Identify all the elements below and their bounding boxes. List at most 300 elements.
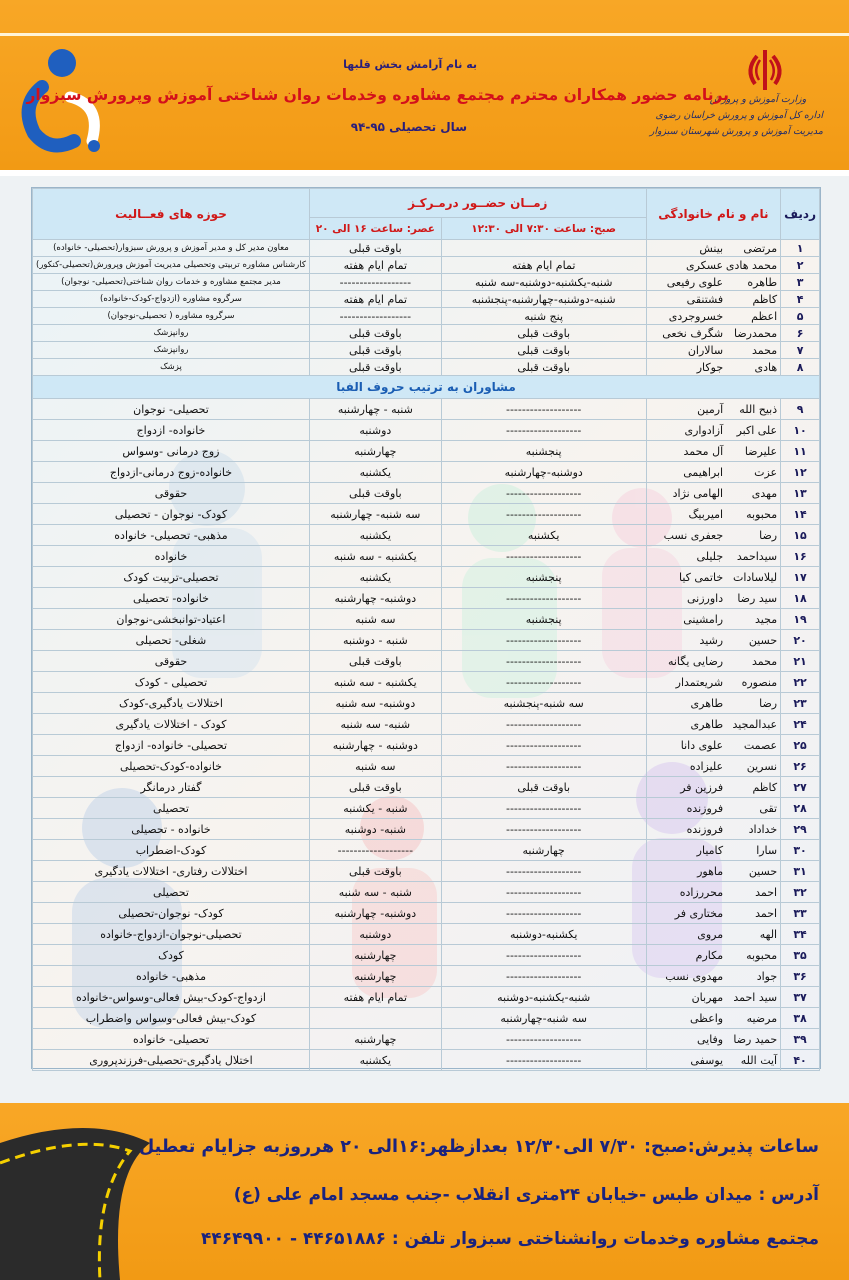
first-name: سید رضا xyxy=(737,591,778,605)
table-row xyxy=(33,567,820,588)
row-morning: ------------------- xyxy=(441,735,646,756)
row-morning: ------------------- xyxy=(441,945,646,966)
counselor-rows xyxy=(33,399,820,1071)
schedule-table xyxy=(32,188,820,1071)
last-name: ماهور xyxy=(697,864,724,878)
table-row xyxy=(33,840,820,861)
row-evening: یکشنبه xyxy=(309,525,441,546)
table-row xyxy=(33,525,820,546)
row-evening: تمام ایام هفته xyxy=(309,257,441,274)
row-name xyxy=(646,257,781,274)
last-name: الهامی نژاد xyxy=(672,486,724,500)
row-index: ۲۳ xyxy=(781,693,820,714)
table-row xyxy=(33,399,820,420)
first-name: محمد هادی xyxy=(725,258,778,272)
last-name: علوی رفیعی xyxy=(666,275,724,289)
row-morning: ------------------- xyxy=(441,756,646,777)
first-name: محمد xyxy=(751,654,778,668)
row-name xyxy=(646,882,781,903)
row-index: ۳ xyxy=(781,274,820,291)
first-name: آیت الله xyxy=(740,1053,778,1067)
last-name: فروزنده xyxy=(686,822,724,836)
row-field: روانپزشک xyxy=(33,325,310,342)
academic-year: سال تحصیلی ۹۵-۹۴ xyxy=(350,120,467,134)
row-evening: سه شنبه xyxy=(309,609,441,630)
first-name: سارا xyxy=(756,843,778,857)
first-name: محبوبه xyxy=(746,507,778,521)
first-name: سیداحمد xyxy=(736,549,778,563)
row-name xyxy=(646,630,781,651)
last-name: امیربیگ xyxy=(688,507,724,521)
row-field: تحصیلی xyxy=(33,798,310,819)
row-evening xyxy=(309,1008,441,1029)
first-name: طاهره xyxy=(747,275,778,289)
table-row xyxy=(33,651,820,672)
row-name xyxy=(646,462,781,483)
table-row xyxy=(33,777,820,798)
row-evening: باوقت قبلی xyxy=(309,651,441,672)
row-index: ۳۵ xyxy=(781,945,820,966)
last-name: رامشینی xyxy=(683,612,724,626)
row-morning: ------------------- xyxy=(441,882,646,903)
table-row xyxy=(33,504,820,525)
row-field: کودک-اضطراب xyxy=(33,840,310,861)
row-evening: باوقت قبلی xyxy=(309,483,441,504)
table-row xyxy=(33,420,820,441)
row-evening: شنبه - چهارشنبه xyxy=(309,399,441,420)
first-name: محمدرضا xyxy=(733,326,778,340)
row-field: خانواده- ازدواج xyxy=(33,420,310,441)
first-name: عزت xyxy=(754,465,778,479)
row-index: ۳۳ xyxy=(781,903,820,924)
row-morning: شنبه-یکشنبه-دوشنبه xyxy=(441,987,646,1008)
row-morning: ------------------- xyxy=(441,630,646,651)
row-morning: سه شنبه-چهارشنبه xyxy=(441,1008,646,1029)
row-name xyxy=(646,798,781,819)
row-evening: دوشنبه- چهارشنبه xyxy=(309,903,441,924)
first-name: عبدالمجید xyxy=(732,717,778,731)
section-title: مشاوران به ترتیب حروف الفبا xyxy=(33,376,820,399)
last-name: فروزنده xyxy=(686,801,724,815)
table-row xyxy=(33,756,820,777)
row-field: پزشک xyxy=(33,359,310,376)
row-morning: پنجشنبه xyxy=(441,567,646,588)
last-name: کامیار xyxy=(696,843,724,857)
table-row xyxy=(33,861,820,882)
last-name: ابراهیمی xyxy=(683,465,724,479)
first-name: علی اکبر xyxy=(736,423,778,437)
row-index: ۱۸ xyxy=(781,588,820,609)
row-index: ۱۷ xyxy=(781,567,820,588)
last-name: شگرف نخعی xyxy=(662,326,724,340)
row-morning: ------------------- xyxy=(441,672,646,693)
last-name: مهدوی نسب xyxy=(665,969,724,983)
last-name: بینش xyxy=(699,241,724,255)
row-morning: ------------------- xyxy=(441,1029,646,1050)
last-name: خسروجردی xyxy=(668,309,724,323)
first-name: احمد xyxy=(755,885,778,899)
row-index: ۳۴ xyxy=(781,924,820,945)
row-index: ۱۴ xyxy=(781,504,820,525)
row-index: ۲۵ xyxy=(781,735,820,756)
row-morning: ------------------- xyxy=(441,714,646,735)
row-field: کودک xyxy=(33,945,310,966)
row-evening: باوقت قبلی xyxy=(309,240,441,257)
last-name: واعظی xyxy=(690,1011,724,1025)
row-index: ۳۶ xyxy=(781,966,820,987)
row-index: ۲۴ xyxy=(781,714,820,735)
last-name: مهربان xyxy=(691,990,724,1004)
first-name: کاظم xyxy=(752,292,778,306)
table-row xyxy=(33,609,820,630)
row-evening: باوقت قبلی xyxy=(309,777,441,798)
row-morning: ------------------- xyxy=(441,966,646,987)
first-name: احمد xyxy=(755,906,778,920)
row-evening: یکشنبه xyxy=(309,1050,441,1071)
row-field: تحصیلی- خانواده- ازدواج xyxy=(33,735,310,756)
row-field: کودک- نوجوان-تحصیلی xyxy=(33,903,310,924)
row-evening: شنبه - یکشنبه xyxy=(309,798,441,819)
row-name xyxy=(646,441,781,462)
first-name: رضا xyxy=(759,696,778,710)
row-field: اعتیاد-توانبخشی-نوجوان xyxy=(33,609,310,630)
table-row xyxy=(33,903,820,924)
table-row xyxy=(33,945,820,966)
section-row xyxy=(33,376,820,399)
row-name xyxy=(646,504,781,525)
first-name: خداداد xyxy=(748,822,778,836)
table-row xyxy=(33,630,820,651)
last-name: داورزنی xyxy=(687,591,724,605)
row-name xyxy=(646,693,781,714)
table-row xyxy=(33,342,820,359)
staff-rows xyxy=(33,240,820,376)
row-name xyxy=(646,274,781,291)
table-row xyxy=(33,987,820,1008)
row-evening: یکشنبه - سه شنبه xyxy=(309,672,441,693)
last-name: محررزاده xyxy=(679,885,724,899)
row-field: خانواده xyxy=(33,546,310,567)
row-index: ۳۷ xyxy=(781,987,820,1008)
last-name: شریعتمدار xyxy=(675,675,724,689)
row-index: ۱۹ xyxy=(781,609,820,630)
row-morning: یکشنبه xyxy=(441,525,646,546)
row-evening: تمام ایام هفته xyxy=(309,291,441,308)
row-field: تحصیلی- خانواده xyxy=(33,1029,310,1050)
row-morning: باوقت قبلی xyxy=(441,325,646,342)
row-index: ۳۲ xyxy=(781,882,820,903)
row-name xyxy=(646,1029,781,1050)
row-index: ۲ xyxy=(781,257,820,274)
first-name: مرتضی xyxy=(743,241,778,255)
last-name: وفایی xyxy=(696,1032,724,1046)
table-row xyxy=(33,274,820,291)
first-name: حمید رضا xyxy=(733,1032,778,1046)
row-field: زوج درمانی -وسواس xyxy=(33,441,310,462)
row-evening: شنبه - سه شنبه xyxy=(309,882,441,903)
row-evening: چهارشنبه xyxy=(309,945,441,966)
page-title: برنامه حضور همکاران محترم مجتمع مشاوره وخدمات روان شناختی آموزش وپرورش سبزوار xyxy=(26,86,729,104)
row-name xyxy=(646,546,781,567)
first-name: نسرین xyxy=(746,759,778,773)
table-row xyxy=(33,291,820,308)
last-name: رضایی یگانه xyxy=(667,654,724,668)
first-name: لیلاسادات xyxy=(733,570,778,584)
first-name: محمد xyxy=(751,343,778,357)
first-name: هادی xyxy=(754,360,778,374)
first-name: رضا xyxy=(759,528,778,542)
row-morning: چهارشنبه xyxy=(441,840,646,861)
row-evening: دوشنبه - چهارشنبه xyxy=(309,735,441,756)
first-name: الهه xyxy=(759,927,778,941)
last-name: آرمین xyxy=(697,402,724,416)
row-morning: ------------------- xyxy=(441,420,646,441)
row-index: ۳۸ xyxy=(781,1008,820,1029)
row-morning: باوقت قبلی xyxy=(441,777,646,798)
row-evening: شنبه - دوشنبه xyxy=(309,630,441,651)
table-row xyxy=(33,588,820,609)
table-row xyxy=(33,672,820,693)
row-field: روانپزشک xyxy=(33,342,310,359)
row-field: حقوقی xyxy=(33,483,310,504)
row-field: گفتار درمانگر xyxy=(33,777,310,798)
row-evening: چهارشنبه xyxy=(309,1029,441,1050)
last-name: رشید xyxy=(699,633,724,647)
row-evening: باوقت قبلی xyxy=(309,861,441,882)
row-index: ۴۰ xyxy=(781,1050,820,1071)
last-name: جلیلی xyxy=(696,549,724,563)
row-index: ۱۵ xyxy=(781,525,820,546)
row-name xyxy=(646,777,781,798)
row-index: ۲۹ xyxy=(781,819,820,840)
reception-hours: ساعات پذیرش:صبح: ۷/۳۰ الی۱۲/۳۰ بعدازظهر:۱۶الی ۲۰ هرروزبه جزایام تعطیل xyxy=(139,1137,819,1157)
row-morning: سه شنبه-پنجشنبه xyxy=(441,693,646,714)
first-name: ذبیح الله xyxy=(739,402,778,416)
row-morning: باوقت قبلی xyxy=(441,359,646,376)
row-evening: یکشنبه - سه شنبه xyxy=(309,546,441,567)
row-field: تحصیلی-تربیت کودک xyxy=(33,567,310,588)
last-name: علیزاده xyxy=(689,759,724,773)
row-morning: ------------------- xyxy=(441,546,646,567)
first-name: منصوره xyxy=(741,675,778,689)
row-field: اختلالات رفتاری- اختلالات یادگیری xyxy=(33,861,310,882)
table-row xyxy=(33,308,820,325)
row-name xyxy=(646,420,781,441)
ministry-line: مدیریت آموزش و پرورش شهرستان سبزوار xyxy=(649,126,823,137)
last-name: آل محمد xyxy=(683,444,724,458)
row-field: حقوقی xyxy=(33,651,310,672)
row-index: ۳۰ xyxy=(781,840,820,861)
row-name xyxy=(646,945,781,966)
row-evening: باوقت قبلی xyxy=(309,325,441,342)
row-index: ۱ xyxy=(781,240,820,257)
last-name: فشتنقی xyxy=(686,292,724,306)
row-name xyxy=(646,651,781,672)
row-field: تحصیلی xyxy=(33,882,310,903)
row-morning: ------------------- xyxy=(441,903,646,924)
row-index: ۲۸ xyxy=(781,798,820,819)
row-evening: ------------------ xyxy=(309,308,441,325)
last-name: علوی دانا xyxy=(680,738,724,752)
row-name xyxy=(646,240,781,257)
row-name xyxy=(646,1008,781,1029)
row-name xyxy=(646,924,781,945)
row-field: کودک- نوجوان - تحصیلی xyxy=(33,504,310,525)
row-index: ۶ xyxy=(781,325,820,342)
col-header-presence: زمــان حضــور درمـركـز xyxy=(309,189,646,218)
row-name xyxy=(646,342,781,359)
row-evening: دوشنبه xyxy=(309,924,441,945)
row-evening: باوقت قبلی xyxy=(309,359,441,376)
table-row xyxy=(33,483,820,504)
first-name: مرضیه xyxy=(746,1011,778,1025)
row-index: ۵ xyxy=(781,308,820,325)
row-evening: شنبه- دوشنبه xyxy=(309,819,441,840)
row-evening: تمام ایام هفته xyxy=(309,987,441,1008)
row-field: خانواده - تحصیلی xyxy=(33,819,310,840)
table-row xyxy=(33,693,820,714)
row-evening: سه شنبه xyxy=(309,756,441,777)
table-row xyxy=(33,546,820,567)
table-row xyxy=(33,1008,820,1029)
table-row xyxy=(33,257,820,274)
row-morning: ------------------- xyxy=(441,1050,646,1071)
row-morning: ------------------- xyxy=(441,504,646,525)
row-name xyxy=(646,525,781,546)
row-name xyxy=(646,609,781,630)
table-row xyxy=(33,325,820,342)
table-row xyxy=(33,240,820,257)
row-name xyxy=(646,308,781,325)
row-field: مذهبی- تحصیلی- خانواده xyxy=(33,525,310,546)
row-name xyxy=(646,588,781,609)
first-name: عصمت xyxy=(743,738,778,752)
address-text: آدرس : میدان طبس -خیابان ۲۴متری انقلاب -جنب مسجد امام علی (ع) xyxy=(233,1185,819,1205)
row-evening: دوشنبه xyxy=(309,420,441,441)
row-evening: شنبه- سه شنبه xyxy=(309,714,441,735)
row-evening: سه شنبه- چهارشنبه xyxy=(309,504,441,525)
row-name xyxy=(646,987,781,1008)
last-name: خاتمی کیا xyxy=(678,570,724,584)
row-morning: شنبه-یکشنبه-دوشنبه-سه شنبه xyxy=(441,274,646,291)
row-morning: ------------------- xyxy=(441,798,646,819)
first-name: کاظم xyxy=(752,780,778,794)
row-name xyxy=(646,399,781,420)
row-morning xyxy=(441,240,646,257)
row-morning: یکشنبه-دوشنبه xyxy=(441,924,646,945)
row-index: ۳۱ xyxy=(781,861,820,882)
row-name xyxy=(646,291,781,308)
row-name xyxy=(646,325,781,342)
row-index: ۱۰ xyxy=(781,420,820,441)
table-row xyxy=(33,924,820,945)
row-index: ۸ xyxy=(781,359,820,376)
table-row xyxy=(33,882,820,903)
ministry-line: اداره کل آموزش و پرورش خراسان رضوی xyxy=(655,110,823,121)
row-morning: تمام ایام هفته xyxy=(441,257,646,274)
table-row xyxy=(33,798,820,819)
row-index: ۱۱ xyxy=(781,441,820,462)
row-evening: باوقت قبلی xyxy=(309,342,441,359)
first-name: تقی xyxy=(759,801,778,815)
row-field: مذهبی- خانواده xyxy=(33,966,310,987)
row-field: ازدواج-کودک-بیش فعالی-وسواس-خانواده xyxy=(33,987,310,1008)
row-field: تحصیلی-نوجوان-ازدواج-خانواده xyxy=(33,924,310,945)
last-name: سالاران xyxy=(687,343,724,357)
row-name xyxy=(646,567,781,588)
row-index: ۷ xyxy=(781,342,820,359)
last-name: یوسفی xyxy=(690,1053,724,1067)
row-field: تحصیلی- نوجوان xyxy=(33,399,310,420)
col-header-name: نام و نام خانوادگی xyxy=(646,189,781,240)
row-name xyxy=(646,903,781,924)
row-field: کودک - اختلالات یادگیری xyxy=(33,714,310,735)
page-header xyxy=(0,0,849,176)
row-index: ۱۲ xyxy=(781,462,820,483)
row-name xyxy=(646,840,781,861)
col-header-morning: صبح: ساعت ۷:۳۰ الی ۱۲:۳۰ xyxy=(441,218,646,240)
row-index: ۳۹ xyxy=(781,1029,820,1050)
row-index: ۲۷ xyxy=(781,777,820,798)
row-name xyxy=(646,756,781,777)
row-field: کارشناس مشاوره تربیتی وتحصیلی مدیریت آموزش وپرورش(تحصیلی-کنکور) xyxy=(33,257,310,274)
first-name: علیرضا xyxy=(744,444,778,458)
row-name xyxy=(646,819,781,840)
row-morning: ------------------- xyxy=(441,399,646,420)
row-name xyxy=(646,714,781,735)
row-evening: چهارشنبه xyxy=(309,441,441,462)
table-row xyxy=(33,359,820,376)
row-name xyxy=(646,861,781,882)
table-row xyxy=(33,735,820,756)
row-index: ۱۳ xyxy=(781,483,820,504)
row-morning: شنبه-دوشنبه-چهارشنبه-پنجشنبه xyxy=(441,291,646,308)
row-field: خانواده- تحصیلی xyxy=(33,588,310,609)
last-name: مروی xyxy=(697,927,724,941)
row-field: خانواده-زوج درمانی-ازدواج xyxy=(33,462,310,483)
contact-text: مجتمع مشاوره وخدمات روانشناختی سبزوار تلفن : ۴۴۶۵۱۸۸۶ - ۴۴۶۴۹۹۰۰ xyxy=(201,1229,819,1249)
last-name: فرزین فر xyxy=(680,780,724,794)
row-field: اختلال یادگیری-تحصیلی-فرزندپروری xyxy=(33,1050,310,1071)
row-evening: دوشنبه- سه شنبه xyxy=(309,693,441,714)
row-field: شغلی- تحصیلی xyxy=(33,630,310,651)
last-name: جعفری نسب xyxy=(663,528,724,542)
row-morning: دوشنبه-چهارشنبه xyxy=(441,462,646,483)
row-field: سرگروه مشاوره (ازدواج-کودک-خانواده) xyxy=(33,291,310,308)
row-index: ۲۰ xyxy=(781,630,820,651)
row-name xyxy=(646,735,781,756)
last-name: مکارم xyxy=(695,948,724,962)
table-row xyxy=(33,819,820,840)
row-field: کودک-بیش فعالی-وسواس واضطراب xyxy=(33,1008,310,1029)
row-field: تحصیلی - کودک xyxy=(33,672,310,693)
first-name: حسین xyxy=(748,864,778,878)
first-name: حسین xyxy=(748,633,778,647)
ministry-line: وزارت آموزش و پرورش xyxy=(709,94,807,105)
row-evening: دوشنبه- چهارشنبه xyxy=(309,588,441,609)
first-name: جواد xyxy=(756,969,778,983)
first-name: سید احمد xyxy=(733,990,778,1004)
row-name xyxy=(646,1050,781,1071)
first-name: مهدی xyxy=(751,486,778,500)
row-morning: باوقت قبلی xyxy=(441,342,646,359)
row-index: ۲۱ xyxy=(781,651,820,672)
row-morning: ------------------- xyxy=(441,819,646,840)
row-index: ۱۶ xyxy=(781,546,820,567)
row-evening: ------------------ xyxy=(309,274,441,291)
table-row xyxy=(33,1050,820,1071)
iran-emblem-icon xyxy=(741,46,789,94)
